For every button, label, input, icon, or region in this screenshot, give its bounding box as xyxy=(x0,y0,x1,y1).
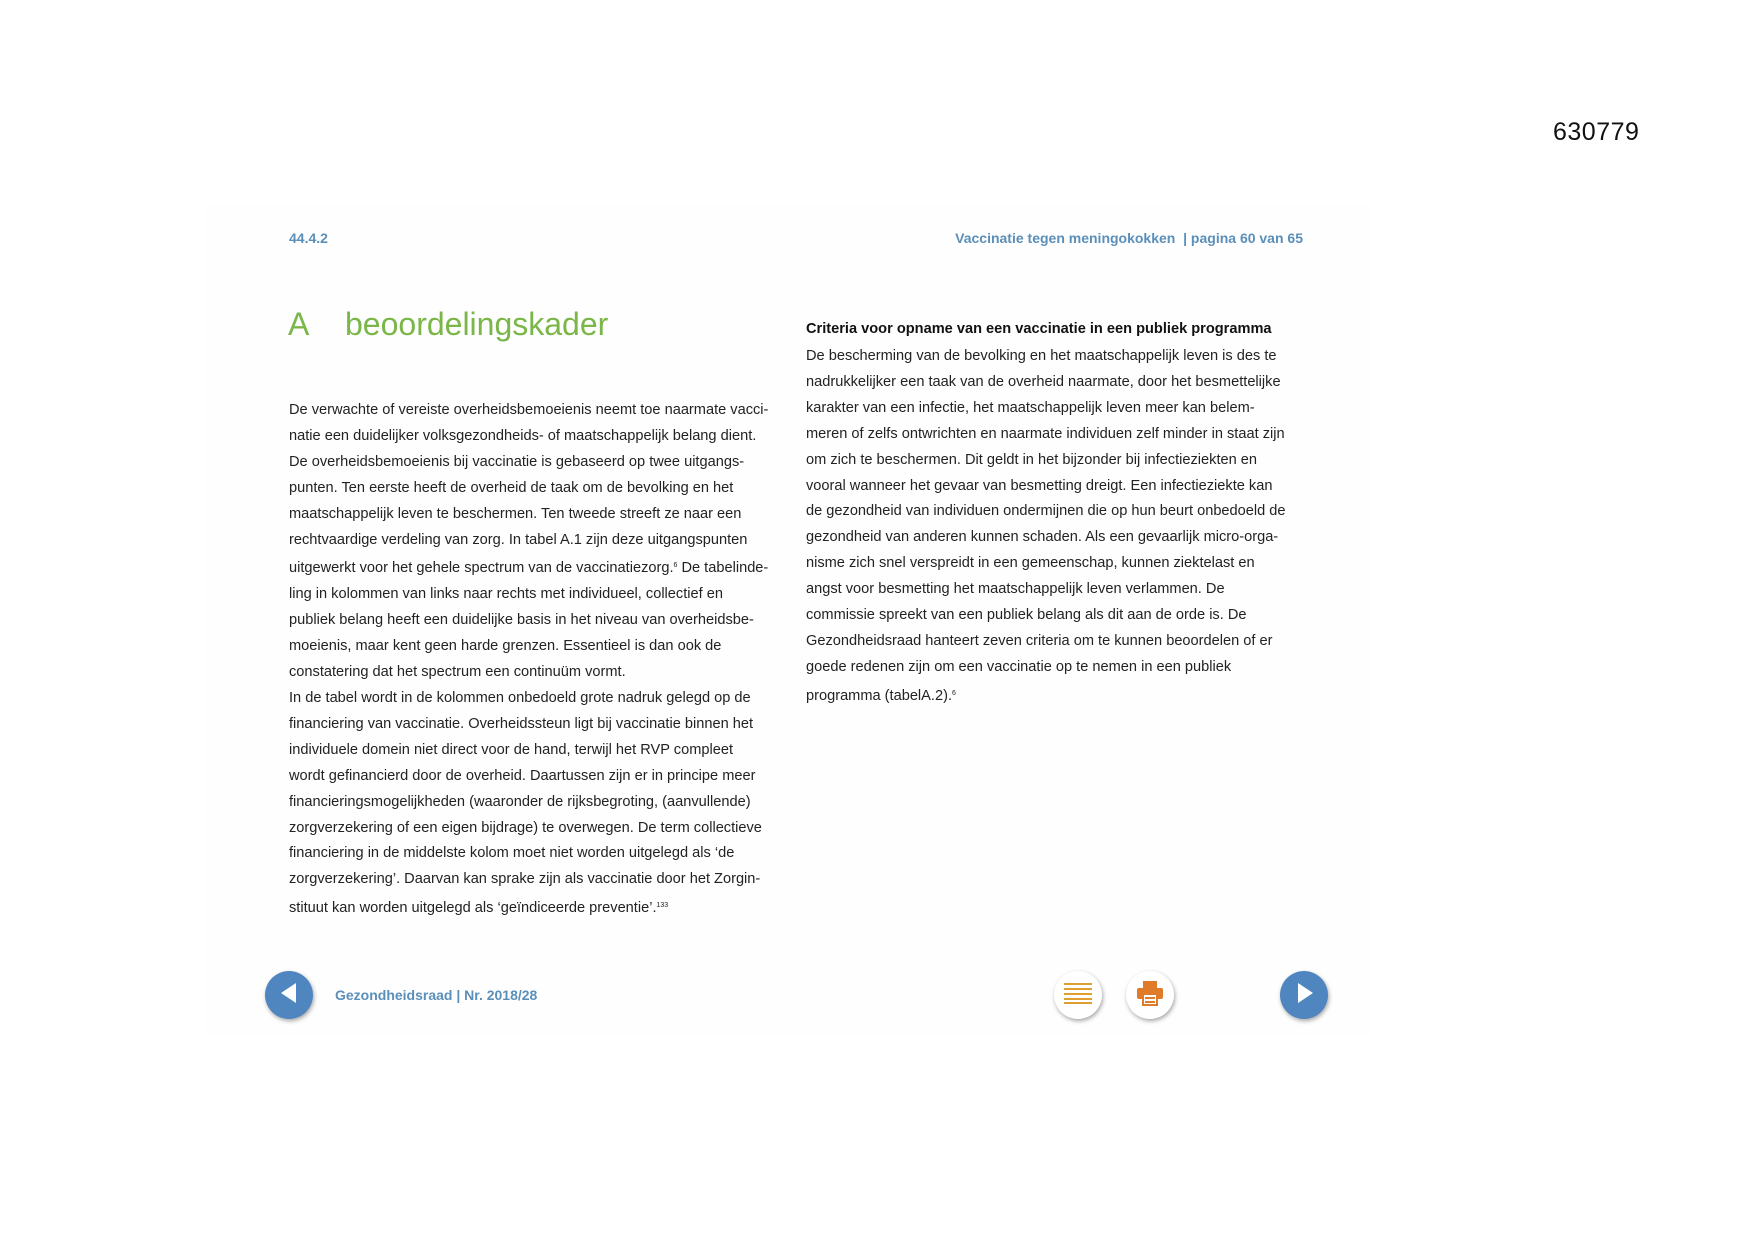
text-line xyxy=(289,893,789,922)
text-line: goede redenen zijn om een vaccinatie op te nemen in een publiek xyxy=(806,658,1232,675)
arrow-left-icon xyxy=(278,981,300,1010)
text-fragment: uitgewerkt voor het gehele spectrum van de vaccinatiezorg. xyxy=(289,560,674,577)
table-of-contents-button[interactable] xyxy=(1054,971,1102,1019)
appendix-title: beoordelingskader xyxy=(345,306,609,342)
text-fragment: stituut kan worden uitgelegd als ‘geïndiceerde preventie’. xyxy=(289,900,657,917)
text-line: De verwachte of vereiste overheidsbemoeienis neemt toe naarmate vacci- xyxy=(289,402,769,418)
printer-icon xyxy=(1136,980,1164,1011)
text-line: constatering dat het spectrum een continuüm vormt. xyxy=(289,664,626,681)
document-title: Vaccinatie tegen meningokokken xyxy=(955,230,1176,246)
text-line: karakter van een infectie, het maatschappelijk leven meer kan belem- xyxy=(806,399,1255,416)
text-line: zorgverzekering’. Daarvan kan sprake zijn als vaccinatie door het Zorgin- xyxy=(289,871,761,888)
text-line: angst voor besmetting het maatschappelijk leven verlammen. De xyxy=(806,581,1225,598)
text-line: meren of zelfs ontwrichten en naarmate individuen zelf minder in staat zijn xyxy=(806,425,1285,442)
text-line: In de tabel wordt in de kolommen onbedoeld grote nadruk gelegd op de xyxy=(289,689,751,706)
text-line: zorgverzekering of een eigen bijdrage) te overwegen. De term collectieve xyxy=(289,819,762,836)
arrow-right-icon xyxy=(1293,981,1315,1010)
text-line: financiering in de middelste kolom moet niet worden uitgelegd als ‘de xyxy=(289,845,735,862)
text-line: gezondheid van anderen kunnen schaden. Als een gevaarlijk micro-orga- xyxy=(806,529,1279,546)
page-title xyxy=(288,306,608,343)
left-column-text xyxy=(289,398,789,922)
next-page-button[interactable] xyxy=(1280,971,1328,1019)
document-id: 630779 xyxy=(1553,118,1640,146)
previous-page-button[interactable] xyxy=(265,971,313,1019)
text-line: wordt gefinancierd door de overheid. Daartussen zijn er in principe meer xyxy=(289,767,756,784)
text-line: Gezondheidsraad hanteert zeven criteria om te kunnen beoordelen of er xyxy=(806,632,1273,649)
text-line: financieringsmogelijkheden (waaronder de rijksbegroting, (aanvullende) xyxy=(289,793,751,810)
print-button[interactable] xyxy=(1126,971,1174,1019)
text-line xyxy=(806,681,1306,710)
text-line: moeienis, maar kent geen harde grenzen. Essentieel is dan ook de xyxy=(289,638,722,655)
text-line: maatschappelijk leven te beschermen. Ten tweede streeft ze naar een xyxy=(289,505,742,522)
text-line: ling in kolommen van links naar rechts met individueel, collectief en xyxy=(289,586,723,603)
footnote-ref: 6 xyxy=(952,689,956,697)
text-line: natie een duidelijker volksgezondheids- of maatschappelijk belang dient. xyxy=(289,427,757,444)
footnote-ref: 133 xyxy=(656,902,669,910)
text-line: publiek belang heeft een duidelijke basis in het niveau van overheidsbe- xyxy=(289,612,754,629)
appendix-letter: A xyxy=(288,306,310,342)
text-line: rechtvaardige verdeling van zorg. In tabel A.1 zijn deze uitgangspunten xyxy=(289,531,748,548)
text-line: individuele domein niet direct voor de hand, terwijl het RVP compleet xyxy=(289,741,734,758)
footnote-ref: 6 xyxy=(673,562,678,570)
running-header xyxy=(955,230,1303,246)
text-line: commissie spreekt van een publiek belang als dit aan de orde is. De xyxy=(806,607,1247,624)
text-line: nisme zich snel verspreidt in een gemeenschap, kunnen ziektelast en xyxy=(806,555,1255,572)
section-heading: Criteria voor opname van een vaccinatie in een publiek programma xyxy=(806,321,1272,337)
text-line: de gezondheid van individuen ondermijnen die op hun beurt onbedoeld de xyxy=(806,503,1286,520)
page-indicator: | pagina 60 van 65 xyxy=(1183,230,1303,246)
text-line: De overheidsbemoeienis bij vaccinatie is gebaseerd op twee uitgangs- xyxy=(289,453,745,470)
text-fragment: De tabelinde- xyxy=(677,560,769,577)
text-line: nadrukkelijker een taak van de overheid naarmate, door het besmettelijke xyxy=(806,373,1281,390)
right-column-text xyxy=(806,344,1306,710)
text-line: om zich te beschermen. Dit geldt in het bijzonder bij infectieziekten en xyxy=(806,451,1258,468)
list-icon xyxy=(1064,982,1092,1009)
text-fragment: programma (tabelA.2). xyxy=(806,687,952,704)
text-line: punten. Ten eerste heeft de overheid de taak om de bevolking en het xyxy=(289,479,734,496)
footer-publication: Gezondheidsraad | Nr. 2018/28 xyxy=(335,987,538,1003)
text-line xyxy=(289,553,789,582)
text-line: De bescherming van de bevolking en het maatschappelijk leven is des te xyxy=(806,348,1277,364)
text-line: financiering van vaccinatie. Overheidssteun ligt bij vaccinatie binnen het xyxy=(289,715,754,732)
section-number: 44.4.2 xyxy=(289,230,328,246)
text-line: vooral wanneer het gevaar van besmetting dreigt. Een infectieziekte kan xyxy=(806,477,1273,494)
